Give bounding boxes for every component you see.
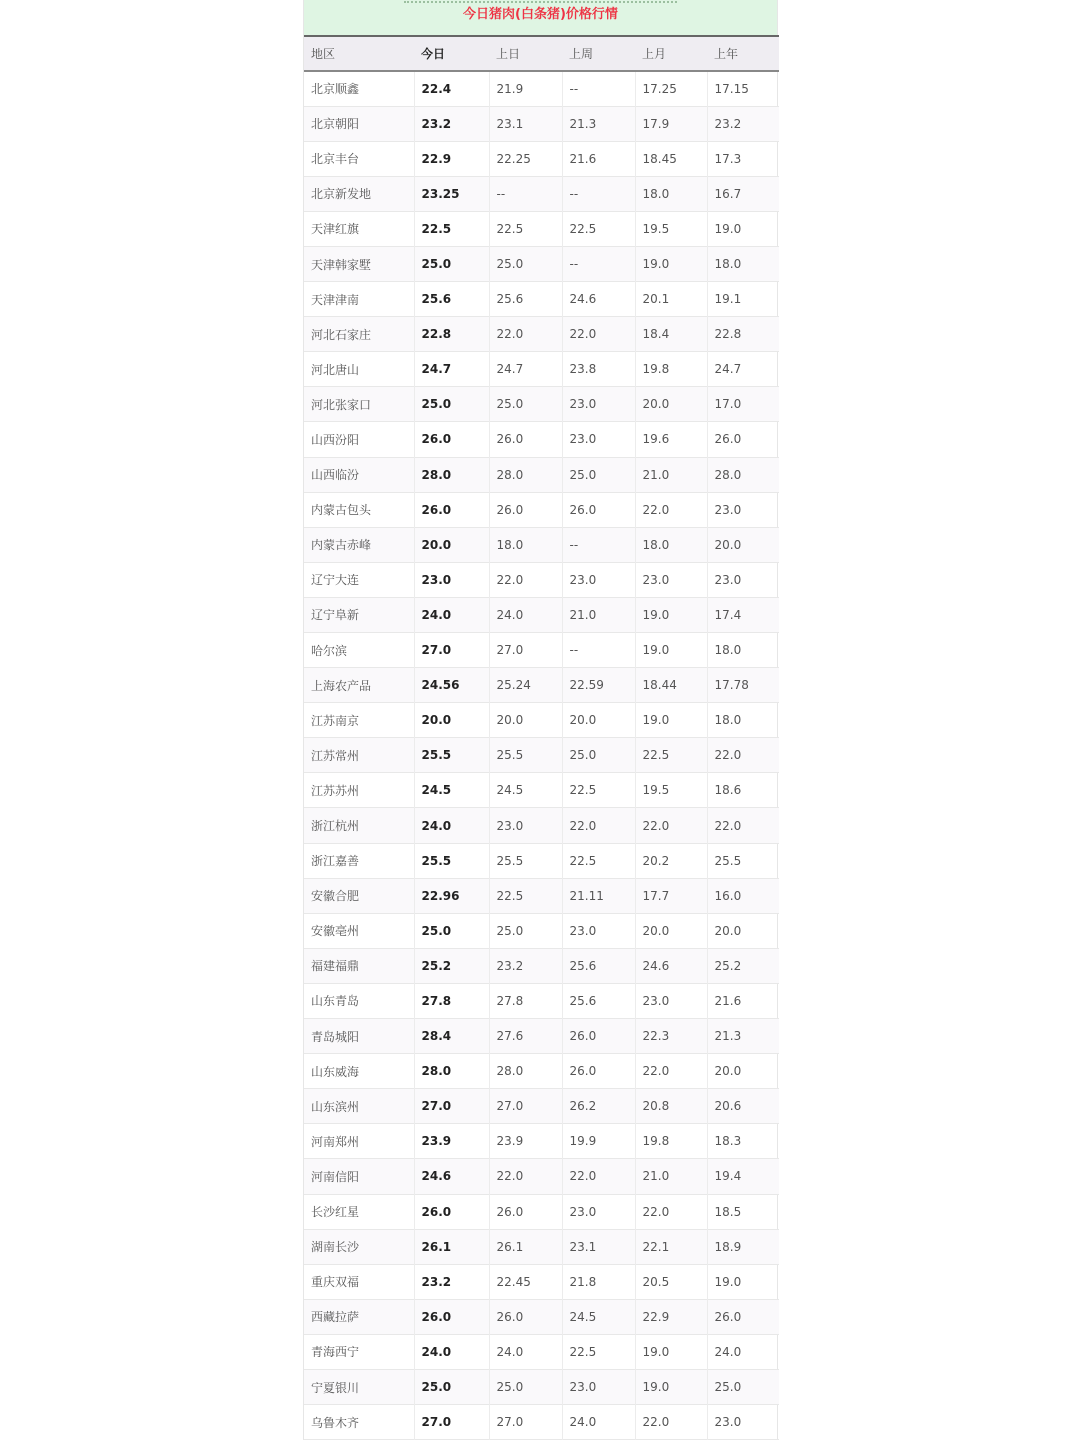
cell-today: 24.56 bbox=[414, 668, 489, 703]
table-row bbox=[304, 562, 779, 597]
cell-region: 辽宁阜新 bbox=[304, 597, 414, 632]
cell-previous-week: 25.0 bbox=[562, 457, 635, 492]
cell-previous-day: 25.0 bbox=[489, 913, 562, 948]
cell-previous-month: 20.0 bbox=[635, 387, 707, 422]
cell-previous-year: 17.0 bbox=[714, 397, 742, 412]
table-row bbox=[304, 1264, 779, 1299]
cell-previous-day: 22.0 bbox=[489, 562, 562, 597]
table-body bbox=[304, 71, 779, 1440]
cell-previous-week: 26.2 bbox=[562, 1089, 635, 1124]
table-row bbox=[304, 843, 779, 878]
cell-previous-year: 19.0 bbox=[714, 221, 742, 236]
cell-previous-year: 25.5 bbox=[714, 853, 742, 868]
cell-region: 天津韩家墅 bbox=[304, 246, 414, 281]
cell-previous-month: 19.0 bbox=[635, 1334, 707, 1369]
cell-region: 北京丰台 bbox=[304, 141, 414, 176]
cell-region: 天津红旗 bbox=[304, 211, 414, 246]
cell-today: 23.9 bbox=[414, 1124, 489, 1159]
table-row bbox=[304, 1405, 779, 1440]
cell-previous-week: 21.3 bbox=[562, 106, 635, 141]
table-row bbox=[304, 1369, 779, 1404]
table-row bbox=[304, 457, 779, 492]
cell-today: 27.8 bbox=[414, 983, 489, 1018]
cell-today: 26.0 bbox=[414, 492, 489, 527]
cell-previous-day: 24.7 bbox=[489, 352, 562, 387]
table-row bbox=[304, 703, 779, 738]
cell-previous-week: 25.0 bbox=[562, 738, 635, 773]
cell-region: 内蒙古包头 bbox=[304, 492, 414, 527]
cell-previous-month: 22.9 bbox=[635, 1299, 707, 1334]
cell-previous-day: 23.0 bbox=[489, 808, 562, 843]
cell-previous-month: 19.5 bbox=[635, 211, 707, 246]
cell-previous-year: 20.0 bbox=[714, 923, 742, 938]
table-row bbox=[304, 141, 779, 176]
cell-previous-month: 19.0 bbox=[635, 633, 707, 668]
cell-previous-year: 19.0 bbox=[714, 1274, 742, 1289]
table-row bbox=[304, 948, 779, 983]
cell-today: 24.5 bbox=[414, 773, 489, 808]
table-row bbox=[304, 738, 779, 773]
cell-previous-day: 24.5 bbox=[489, 773, 562, 808]
cell-region: 福建福鼎 bbox=[304, 948, 414, 983]
cell-today: 28.0 bbox=[414, 1054, 489, 1089]
cell-previous-week: 21.0 bbox=[562, 597, 635, 632]
header-previous-year: 上年 bbox=[714, 47, 739, 61]
cell-today: 23.2 bbox=[414, 1264, 489, 1299]
title-banner bbox=[304, 0, 777, 35]
cell-previous-week: 23.0 bbox=[562, 1194, 635, 1229]
cell-today: 25.0 bbox=[414, 913, 489, 948]
cell-region: 浙江嘉善 bbox=[304, 843, 414, 878]
cell-previous-week: 22.59 bbox=[562, 668, 635, 703]
cell-region: 长沙红星 bbox=[304, 1194, 414, 1229]
cell-previous-year: 18.9 bbox=[714, 1239, 742, 1254]
cell-previous-year: 18.5 bbox=[714, 1204, 742, 1219]
price-table bbox=[304, 35, 779, 1440]
cell-previous-month: 23.0 bbox=[635, 562, 707, 597]
cell-previous-day: 27.0 bbox=[489, 633, 562, 668]
cell-previous-year: 22.0 bbox=[714, 818, 742, 833]
table-row bbox=[304, 422, 779, 457]
table-row bbox=[304, 282, 779, 317]
table-row bbox=[304, 1334, 779, 1369]
banner-cropped-line bbox=[404, 0, 677, 3]
cell-previous-month: 23.0 bbox=[635, 983, 707, 1018]
cell-previous-year: 16.0 bbox=[714, 888, 742, 903]
cell-previous-day: 23.1 bbox=[489, 106, 562, 141]
cell-previous-year: 18.6 bbox=[714, 783, 742, 798]
table-row bbox=[304, 317, 779, 352]
cell-today: 23.2 bbox=[414, 106, 489, 141]
cell-today: 26.0 bbox=[414, 1299, 489, 1334]
cell-previous-year: 23.0 bbox=[714, 502, 742, 517]
cell-previous-day: 25.6 bbox=[489, 282, 562, 317]
cell-previous-month: 21.0 bbox=[635, 1159, 707, 1194]
table-row bbox=[304, 983, 779, 1018]
cell-previous-day: 27.8 bbox=[489, 983, 562, 1018]
cell-region: 哈尔滨 bbox=[304, 633, 414, 668]
cell-today: 25.0 bbox=[414, 1369, 489, 1404]
cell-previous-day: 22.5 bbox=[489, 878, 562, 913]
cell-previous-day: 28.0 bbox=[489, 1054, 562, 1089]
cell-today: 22.4 bbox=[414, 71, 489, 106]
table-row bbox=[304, 352, 779, 387]
cell-previous-year: 26.0 bbox=[714, 1309, 742, 1324]
cell-previous-month: 19.0 bbox=[635, 597, 707, 632]
table-row bbox=[304, 878, 779, 913]
cell-previous-month: 22.5 bbox=[635, 738, 707, 773]
header-today: 今日 bbox=[421, 47, 446, 61]
cell-previous-day: 26.0 bbox=[489, 492, 562, 527]
cell-previous-month: 22.0 bbox=[635, 1054, 707, 1089]
cell-today: 22.96 bbox=[414, 878, 489, 913]
cell-previous-year: 21.3 bbox=[714, 1029, 742, 1044]
cell-previous-week: 23.1 bbox=[562, 1229, 635, 1264]
cell-previous-week: 26.0 bbox=[562, 1019, 635, 1054]
cell-previous-month: 22.3 bbox=[635, 1019, 707, 1054]
cell-today: 27.0 bbox=[414, 633, 489, 668]
cell-previous-year: 17.4 bbox=[714, 607, 742, 622]
cell-previous-week: 24.5 bbox=[562, 1299, 635, 1334]
cell-previous-year: 18.0 bbox=[714, 713, 742, 728]
cell-region: 河北唐山 bbox=[304, 352, 414, 387]
cell-region: 乌鲁木齐 bbox=[304, 1405, 414, 1440]
cell-previous-day: 25.5 bbox=[489, 843, 562, 878]
table-row bbox=[304, 597, 779, 632]
cell-region: 北京新发地 bbox=[304, 176, 414, 211]
cell-previous-year: 23.0 bbox=[714, 572, 742, 587]
cell-previous-month: 18.0 bbox=[635, 176, 707, 211]
cell-region: 青海西宁 bbox=[304, 1334, 414, 1369]
table-row bbox=[304, 808, 779, 843]
cell-today: 22.8 bbox=[414, 317, 489, 352]
cell-previous-week: 23.0 bbox=[562, 387, 635, 422]
cell-previous-day: 22.5 bbox=[489, 211, 562, 246]
cell-previous-week: -- bbox=[562, 633, 635, 668]
cell-previous-year: 23.2 bbox=[714, 116, 742, 131]
cell-region: 河南郑州 bbox=[304, 1124, 414, 1159]
cell-previous-week: 24.0 bbox=[562, 1405, 635, 1440]
cell-previous-year: 20.6 bbox=[714, 1099, 742, 1114]
cell-previous-year: 17.15 bbox=[714, 81, 749, 96]
cell-previous-week: 22.5 bbox=[562, 1334, 635, 1369]
table-row bbox=[304, 1019, 779, 1054]
cell-previous-day: 28.0 bbox=[489, 457, 562, 492]
cell-previous-week: 21.6 bbox=[562, 141, 635, 176]
cell-previous-month: 19.6 bbox=[635, 422, 707, 457]
cell-previous-month: 17.7 bbox=[635, 878, 707, 913]
table-row bbox=[304, 913, 779, 948]
cell-today: 26.1 bbox=[414, 1229, 489, 1264]
table-row bbox=[304, 1299, 779, 1334]
cell-region: 天津津南 bbox=[304, 282, 414, 317]
table-row bbox=[304, 668, 779, 703]
cell-previous-month: 17.25 bbox=[635, 71, 707, 106]
cell-today: 25.0 bbox=[414, 246, 489, 281]
cell-previous-year: 22.0 bbox=[714, 748, 742, 763]
cell-previous-month: 22.0 bbox=[635, 1194, 707, 1229]
cell-previous-month: 22.0 bbox=[635, 492, 707, 527]
table-row bbox=[304, 1159, 779, 1194]
cell-today: 25.2 bbox=[414, 948, 489, 983]
cell-previous-year: 22.8 bbox=[714, 327, 742, 342]
cell-previous-month: 21.0 bbox=[635, 457, 707, 492]
cell-today: 26.0 bbox=[414, 1194, 489, 1229]
cell-region: 山西汾阳 bbox=[304, 422, 414, 457]
header-row bbox=[304, 36, 779, 71]
cell-region: 上海农产品 bbox=[304, 668, 414, 703]
cell-previous-year: 19.1 bbox=[714, 292, 742, 307]
cell-today: 26.0 bbox=[414, 422, 489, 457]
cell-region: 安徽亳州 bbox=[304, 913, 414, 948]
cell-previous-month: 19.0 bbox=[635, 246, 707, 281]
cell-previous-year: 25.0 bbox=[714, 1380, 742, 1395]
cell-region: 河北石家庄 bbox=[304, 317, 414, 352]
cell-previous-day: 27.0 bbox=[489, 1405, 562, 1440]
cell-today: 25.0 bbox=[414, 387, 489, 422]
cell-region: 山东威海 bbox=[304, 1054, 414, 1089]
cell-region: 江苏南京 bbox=[304, 703, 414, 738]
cell-previous-month: 18.0 bbox=[635, 527, 707, 562]
cell-previous-day: 22.25 bbox=[489, 141, 562, 176]
cell-region: 内蒙古赤峰 bbox=[304, 527, 414, 562]
cell-today: 24.0 bbox=[414, 597, 489, 632]
table-row bbox=[304, 71, 779, 106]
cell-today: 24.0 bbox=[414, 808, 489, 843]
cell-region: 安徽合肥 bbox=[304, 878, 414, 913]
cell-previous-week: 21.11 bbox=[562, 878, 635, 913]
cell-previous-week: 25.6 bbox=[562, 948, 635, 983]
cell-previous-month: 22.1 bbox=[635, 1229, 707, 1264]
header-previous-day: 上日 bbox=[496, 47, 521, 61]
cell-previous-week: 22.5 bbox=[562, 843, 635, 878]
cell-region: 辽宁大连 bbox=[304, 562, 414, 597]
cell-region: 湖南长沙 bbox=[304, 1229, 414, 1264]
cell-region: 山东滨州 bbox=[304, 1089, 414, 1124]
cell-previous-week: 20.0 bbox=[562, 703, 635, 738]
cell-previous-week: -- bbox=[562, 176, 635, 211]
cell-today: 23.25 bbox=[414, 176, 489, 211]
header-previous-month: 上月 bbox=[642, 47, 667, 61]
cell-previous-week: 22.5 bbox=[562, 773, 635, 808]
cell-previous-day: 22.0 bbox=[489, 317, 562, 352]
cell-previous-week: 26.0 bbox=[562, 1054, 635, 1089]
table-row bbox=[304, 527, 779, 562]
cell-today: 25.6 bbox=[414, 282, 489, 317]
cell-previous-week: 21.8 bbox=[562, 1264, 635, 1299]
cell-previous-year: 20.0 bbox=[714, 1064, 742, 1079]
table-row bbox=[304, 1124, 779, 1159]
table-row bbox=[304, 211, 779, 246]
price-panel bbox=[303, 0, 778, 1440]
header-region: 地区 bbox=[311, 47, 336, 61]
cell-previous-year: 25.2 bbox=[714, 958, 742, 973]
cell-region: 北京顺鑫 bbox=[304, 71, 414, 106]
cell-previous-week: 22.0 bbox=[562, 1159, 635, 1194]
cell-previous-month: 22.0 bbox=[635, 808, 707, 843]
cell-previous-year: 21.6 bbox=[714, 993, 742, 1008]
cell-previous-week: 26.0 bbox=[562, 492, 635, 527]
cell-previous-day: 27.6 bbox=[489, 1019, 562, 1054]
cell-previous-month: 19.8 bbox=[635, 352, 707, 387]
cell-previous-year: 28.0 bbox=[714, 467, 742, 482]
cell-today: 27.0 bbox=[414, 1089, 489, 1124]
cell-previous-week: 23.0 bbox=[562, 1369, 635, 1404]
cell-today: 28.0 bbox=[414, 457, 489, 492]
cell-previous-day: 25.0 bbox=[489, 387, 562, 422]
cell-previous-day: 27.0 bbox=[489, 1089, 562, 1124]
cell-previous-year: 18.3 bbox=[714, 1134, 742, 1149]
cell-region: 山西临汾 bbox=[304, 457, 414, 492]
cell-previous-day: 22.0 bbox=[489, 1159, 562, 1194]
cell-previous-year: 17.3 bbox=[714, 151, 742, 166]
cell-previous-month: 19.0 bbox=[635, 703, 707, 738]
page-title: 今日猪肉(白条猪)价格行情 bbox=[463, 7, 618, 22]
cell-region: 青岛城阳 bbox=[304, 1019, 414, 1054]
cell-previous-month: 18.45 bbox=[635, 141, 707, 176]
cell-previous-day: 24.0 bbox=[489, 597, 562, 632]
cell-today: 25.5 bbox=[414, 843, 489, 878]
cell-region: 西藏拉萨 bbox=[304, 1299, 414, 1334]
table-row bbox=[304, 1194, 779, 1229]
cell-previous-month: 19.8 bbox=[635, 1124, 707, 1159]
cell-previous-week: 19.9 bbox=[562, 1124, 635, 1159]
cell-previous-day: 25.5 bbox=[489, 738, 562, 773]
table-header bbox=[304, 36, 779, 71]
cell-previous-week: 23.0 bbox=[562, 422, 635, 457]
cell-region: 浙江杭州 bbox=[304, 808, 414, 843]
cell-previous-day: 25.0 bbox=[489, 1369, 562, 1404]
cell-previous-month: 20.0 bbox=[635, 913, 707, 948]
table-row bbox=[304, 633, 779, 668]
cell-previous-month: 20.8 bbox=[635, 1089, 707, 1124]
cell-previous-year: 18.0 bbox=[714, 643, 742, 658]
cell-today: 22.5 bbox=[414, 211, 489, 246]
cell-previous-day: 24.0 bbox=[489, 1334, 562, 1369]
cell-previous-week: 22.0 bbox=[562, 808, 635, 843]
cell-today: 24.7 bbox=[414, 352, 489, 387]
cell-previous-week: 23.0 bbox=[562, 913, 635, 948]
cell-previous-day: 21.9 bbox=[489, 71, 562, 106]
cell-today: 20.0 bbox=[414, 703, 489, 738]
cell-previous-month: 18.4 bbox=[635, 317, 707, 352]
cell-previous-week: 24.6 bbox=[562, 282, 635, 317]
cell-previous-week: 25.6 bbox=[562, 983, 635, 1018]
cell-previous-day: 23.9 bbox=[489, 1124, 562, 1159]
cell-previous-week: -- bbox=[562, 527, 635, 562]
cell-previous-year: 16.7 bbox=[714, 186, 742, 201]
cell-today: 24.6 bbox=[414, 1159, 489, 1194]
cell-previous-day: 23.2 bbox=[489, 948, 562, 983]
cell-previous-year: 26.0 bbox=[714, 432, 742, 447]
cell-previous-year: 24.0 bbox=[714, 1344, 742, 1359]
cell-previous-day: 26.0 bbox=[489, 422, 562, 457]
cell-region: 宁夏银川 bbox=[304, 1369, 414, 1404]
cell-previous-year: 23.0 bbox=[714, 1415, 742, 1430]
cell-previous-month: 22.0 bbox=[635, 1405, 707, 1440]
cell-previous-month: 19.5 bbox=[635, 773, 707, 808]
cell-today: 28.4 bbox=[414, 1019, 489, 1054]
cell-previous-day: 26.0 bbox=[489, 1299, 562, 1334]
table-row bbox=[304, 106, 779, 141]
cell-today: 23.0 bbox=[414, 562, 489, 597]
cell-previous-day: 18.0 bbox=[489, 527, 562, 562]
cell-previous-week: 23.0 bbox=[562, 562, 635, 597]
table-row bbox=[304, 1054, 779, 1089]
cell-previous-month: 24.6 bbox=[635, 948, 707, 983]
cell-region: 江苏苏州 bbox=[304, 773, 414, 808]
table-row bbox=[304, 387, 779, 422]
cell-previous-day: 20.0 bbox=[489, 703, 562, 738]
cell-today: 20.0 bbox=[414, 527, 489, 562]
table-row bbox=[304, 246, 779, 281]
cell-today: 27.0 bbox=[414, 1405, 489, 1440]
cell-previous-week: -- bbox=[562, 71, 635, 106]
table-row bbox=[304, 773, 779, 808]
cell-previous-day: 25.0 bbox=[489, 246, 562, 281]
cell-previous-day: 25.24 bbox=[489, 668, 562, 703]
cell-previous-month: 20.5 bbox=[635, 1264, 707, 1299]
cell-previous-week: 23.8 bbox=[562, 352, 635, 387]
cell-region: 江苏常州 bbox=[304, 738, 414, 773]
cell-today: 22.9 bbox=[414, 141, 489, 176]
cell-previous-year: 24.7 bbox=[714, 362, 742, 377]
cell-previous-day: -- bbox=[489, 176, 562, 211]
cell-previous-month: 20.1 bbox=[635, 282, 707, 317]
cell-previous-week: 22.0 bbox=[562, 317, 635, 352]
cell-region: 河南信阳 bbox=[304, 1159, 414, 1194]
cell-previous-day: 26.1 bbox=[489, 1229, 562, 1264]
cell-region: 山东青岛 bbox=[304, 983, 414, 1018]
cell-previous-month: 19.0 bbox=[635, 1369, 707, 1404]
table-row bbox=[304, 176, 779, 211]
cell-region: 北京朝阳 bbox=[304, 106, 414, 141]
table-row bbox=[304, 1229, 779, 1264]
cell-region: 河北张家口 bbox=[304, 387, 414, 422]
header-previous-week: 上周 bbox=[569, 47, 594, 61]
cell-previous-year: 19.4 bbox=[714, 1169, 742, 1184]
cell-previous-year: 18.0 bbox=[714, 257, 742, 272]
cell-previous-week: -- bbox=[562, 246, 635, 281]
cell-previous-day: 26.0 bbox=[489, 1194, 562, 1229]
cell-today: 25.5 bbox=[414, 738, 489, 773]
cell-previous-year: 17.78 bbox=[714, 678, 749, 693]
cell-today: 24.0 bbox=[414, 1334, 489, 1369]
cell-previous-year: 20.0 bbox=[714, 537, 742, 552]
cell-previous-month: 18.44 bbox=[635, 668, 707, 703]
table-row bbox=[304, 492, 779, 527]
cell-previous-month: 20.2 bbox=[635, 843, 707, 878]
cell-region: 重庆双福 bbox=[304, 1264, 414, 1299]
cell-previous-day: 22.45 bbox=[489, 1264, 562, 1299]
cell-previous-month: 17.9 bbox=[635, 106, 707, 141]
table-row bbox=[304, 1089, 779, 1124]
cell-previous-week: 22.5 bbox=[562, 211, 635, 246]
